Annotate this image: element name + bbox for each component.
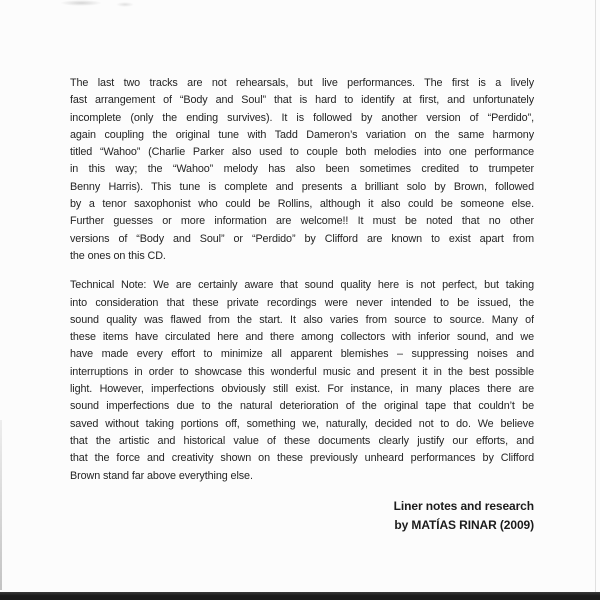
text-line: into consideration that these private recordings were never intended to be issued, the	[70, 296, 534, 309]
text-line: the ones on this CD.	[70, 249, 166, 262]
text-line: light. However, imperfections obviously still exist. For instance, in many places there are	[70, 383, 534, 396]
credit-line-research: Liner notes and research	[393, 499, 534, 513]
text-line: Brown stand far above everything else.	[70, 469, 253, 482]
text-line: that the force and creativity shown on these previously unheard performances by Clifford	[70, 452, 534, 465]
scan-edge-bottom	[0, 592, 600, 600]
text-line: saved without taking portions off, something we, naturally, decided not to do. We believe	[70, 417, 534, 430]
text-line: have made every effort to minimize all apparent blemishes – suppressing noises and	[70, 348, 534, 361]
text-line: incomplete (only the ending survives). It is followed by another version of “Perdido”,	[70, 111, 534, 124]
text-line: Technical Note: We are certainly aware that sound quality here is not perfect, but taking	[70, 279, 534, 292]
text-line: fast arrangement of “Body and Soul” that is hard to identify at first, and unfortunately	[70, 94, 534, 107]
scan-smudge-artifact	[116, 2, 134, 7]
text-line: again coupling the original tune with Tadd Dameron’s variation on the same harmony	[70, 128, 534, 141]
text-line: sound quality was flawed from the start. It also varies from source to source. Many of	[70, 313, 534, 326]
credit-block	[70, 497, 534, 535]
text-line: Further guesses or more information are welcome!! It must be noted that no other	[70, 215, 534, 228]
text-line: these items have circulated here and there among collectors with inferior sound, and we	[70, 331, 534, 344]
scan-line-artifact-right	[595, 0, 596, 592]
liner-notes-text	[70, 75, 534, 497]
credit-line-author: by MATÍAS RINAR (2009)	[394, 518, 534, 532]
text-line: sound imperfections due to the natural deterioration of the original tape that couldn’t be	[70, 400, 534, 413]
scan-smudge-artifact	[60, 0, 102, 6]
text-line: The last two tracks are not rehearsals, but live performances. The first is a lively	[70, 77, 534, 89]
text-line: Benny Harris). This tune is complete and presents a brilliant solo by Brown, followed	[70, 180, 534, 193]
text-line: in this way; the “Wahoo” melody has also been sometimes credited to trumpeter	[70, 163, 534, 176]
text-line: by a tenor saxophonist who could be Rollins, although it also could be someone else.	[70, 198, 534, 211]
text-line: that the artistic and historical value of these documents clearly justify our efforts, and	[70, 434, 534, 447]
scan-edge-artifact-left	[0, 420, 2, 590]
paragraph-live-performances	[70, 75, 534, 265]
text-line: titled “Wahoo” (Charlie Parker also used to couple both melodies into one performance	[70, 146, 534, 159]
text-line: versions of “Body and Soul” or “Perdido” by Clifford are known to exist apart from	[70, 232, 534, 245]
paragraph-technical-note	[70, 277, 534, 485]
text-line: interruptions in order to showcase this wonderful music and present it in the best possible	[70, 365, 534, 378]
